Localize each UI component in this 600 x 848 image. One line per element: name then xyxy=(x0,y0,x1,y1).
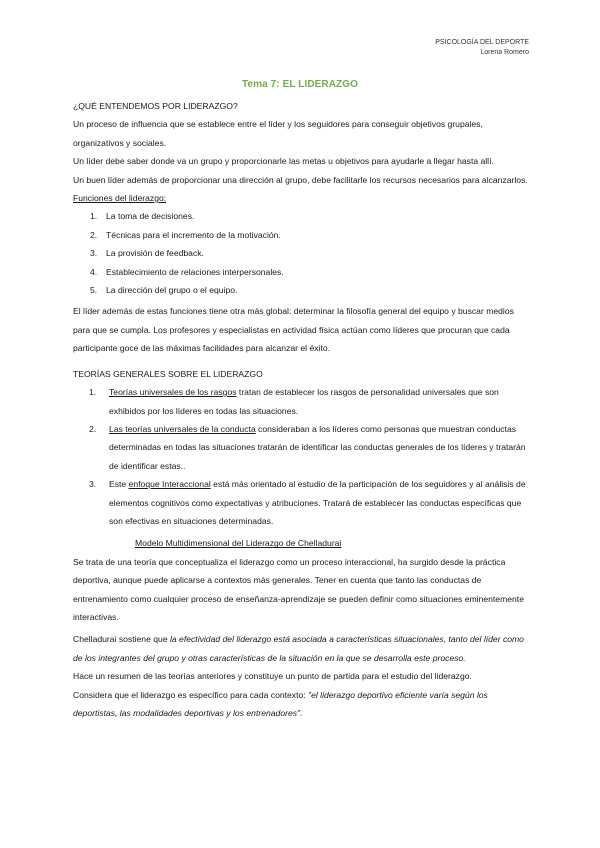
model-title: Modelo Multidimensional del Liderazgo de Chelladurai xyxy=(135,538,342,549)
list-item xyxy=(73,226,531,244)
list-number: 1. xyxy=(90,211,98,222)
header-subject: PSICOLOGÍA DEL DEPORTE xyxy=(435,39,529,46)
list-item: 1. Teorías universales de los rasgos tratan de establecer los rasgos de personalidad universales que son exhibidos por los líderes en todas las situaciones. xyxy=(73,383,531,420)
page-header xyxy=(435,38,529,58)
theories-list xyxy=(73,383,531,530)
paragraph-global-function: El líder además de estas funciones tiene otra más global: determinar la filosofía general del equipo y buscar medios para que se cumpla. Los profesores y especialistas en actividad física actúan como líderes que procuran que cada participante goce de las máximas facilidades para alcanzar el éxito. xyxy=(73,306,514,354)
section-heading-definition: ¿QUÉ ENTENDEMOS POR LIDERAZGO? xyxy=(73,101,238,111)
document-title: Tema 7: EL LIDERAZGO xyxy=(241,79,359,90)
list-number: 1. xyxy=(89,387,97,398)
section-heading-theories: TEORÍAS GENERALES SOBRE EL LIDERAZGO xyxy=(73,368,263,379)
list-text: La provisión de feedback. xyxy=(106,248,204,259)
list-number: 3. xyxy=(89,479,97,490)
functions-list xyxy=(73,207,531,299)
list-item xyxy=(73,263,531,281)
list-item xyxy=(73,244,531,262)
list-number: 3. xyxy=(90,248,98,259)
list-item: 3. Este enfoque Interaccional está más orientado al estudio de la participación de los seguidores y al análisis de elementos cognitivos como expectativas y atribuciones. Tratará de establecer las conductas específicas que son efectivas en situaciones determinadas. xyxy=(73,475,531,530)
list-number: 2. xyxy=(90,229,98,240)
list-number: 4. xyxy=(90,266,98,277)
paragraph-context: Considera que el liderazgo es específico para cada contexto: "el liderazgo deportivo eficiente varía según los deportistas, las modalidades deportivas y los entrenadores". xyxy=(73,689,488,718)
paragraph-leader-goals: Un líder debe saber donde va un grupo y proporcionarle las metas u objetivos para ayudarle a llegar hasta allí. xyxy=(73,156,494,167)
paragraph-leader-resources: Un buen líder además de proporcionar una dirección al grupo, debe facilitarle los recursos necesarios para alcanzarlos. xyxy=(73,174,528,185)
paragraph-model-definition: Se trata de una teoría que conceptualiza el liderazgo como un proceso interaccional, ha surgido desde la práctica deportiva, aunque puede aplicarse a contextos más generales. Tener en cuenta que tanto las conductas de entrenamiento como cualquier proceso de enseñanza-aprendizaje se pueden definir como situaciones eminentemente interactivas. xyxy=(73,556,524,622)
theory-term: enfoque Interaccional xyxy=(128,479,211,490)
list-item xyxy=(73,281,531,299)
list-item: 2. Las teorías universales de la conducta consideraban a los líderes como personas que muestran conductas determinadas en todas las situaciones tratarán de identificar las conductas generales de los líderes y tratarán de identificar estas.. xyxy=(73,420,531,475)
document-body xyxy=(73,97,531,722)
theory-term: Las teorías universales de la conducta xyxy=(109,423,256,434)
list-item xyxy=(73,207,531,225)
functions-heading: Funciones del liderazgo: xyxy=(73,193,167,204)
list-text: La toma de decisiones. xyxy=(106,211,195,222)
header-author: Lorena Romero xyxy=(480,49,529,56)
paragraph-summary: Hace un resumen de las teorías anteriores y constituye un punto de partida para el estudio del liderazgo. xyxy=(73,671,472,682)
paragraph-definition: Un proceso de influencia que se establece entre el líder y los seguidores para conseguir objetivos grupales, organizativos y sociales. xyxy=(73,119,483,148)
list-text: La dirección del grupo o el equipo. xyxy=(106,285,238,296)
list-number: 2. xyxy=(89,423,97,434)
paragraph-chelladurai: Chelladurai sostiene que la efectividad del liderazgo está asociada a características situacionales, tanto del líder como de los integrantes del grupo y otras características de la situación en la que se desarrolla este proceso. xyxy=(73,634,524,663)
theory-term: Teorías universales de los rasgos xyxy=(109,387,237,398)
list-text: Técnicas para el incremento de la motivación. xyxy=(106,229,281,240)
list-number: 5. xyxy=(90,285,98,296)
list-text: Establecimiento de relaciones interpersonales. xyxy=(106,266,284,277)
